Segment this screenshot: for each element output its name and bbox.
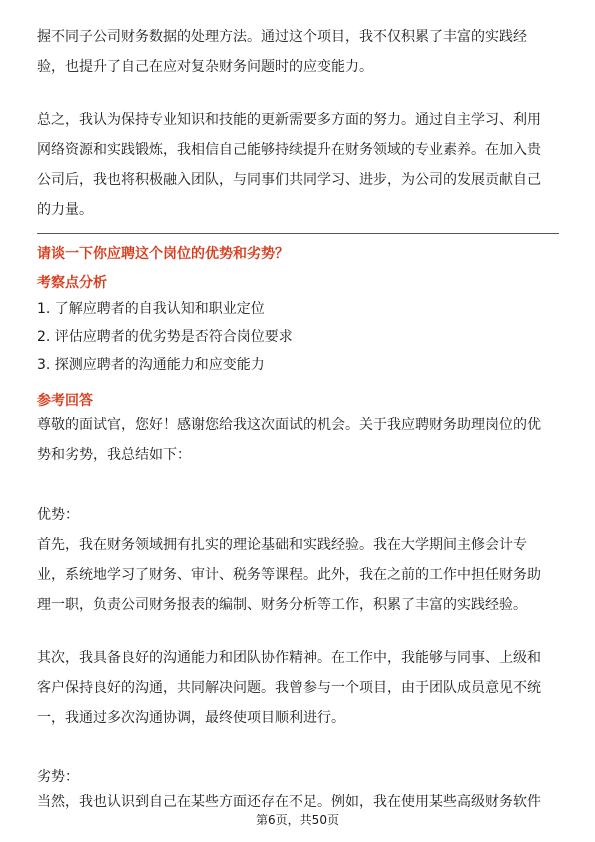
list-item: 2. 评估应聘者的优劣势是否符合岗位要求 <box>37 329 293 345</box>
analysis-list <box>37 295 293 379</box>
list-item: 3. 探测应聘者的沟通能力和应变能力 <box>37 357 265 373</box>
strengths-label: 优势： <box>37 507 79 523</box>
text-line: 网络资源和实践锻炼，我相信自己能够持续提升在财务领域的专业素养。在加入贵 <box>37 142 541 158</box>
text-line: 业，系统地学习了财务、审计、税务等课程。此外，我在之前的工作中担任财务助 <box>37 567 541 583</box>
list-item: 1. 了解应聘者的自我认知和职业定位 <box>37 301 265 317</box>
text-line: 验，也提升了自己在应对复杂财务问题时的应变能力。 <box>37 59 373 75</box>
question-heading: 请谈一下你应聘这个岗位的优势和劣势？ <box>37 246 289 262</box>
answer-intro <box>37 410 559 470</box>
text-line: 总之，我认为保持专业知识和技能的更新需要多方面的努力。通过自主学习、利用 <box>37 112 541 128</box>
page-footer: 第6页，共50页 <box>256 813 339 827</box>
text-line: 客户保持良好的沟通，共同解决问题。我曾参与一个项目，由于团队成员意见不统 <box>37 680 541 696</box>
text-line: 其次，我具备良好的沟通能力和团队协作精神。在工作中，我能够与同事、上级和 <box>37 650 541 666</box>
text-line: 一，我通过多次沟通协调，最终使项目顺利进行。 <box>37 710 345 726</box>
text-line: 首先，我在财务领域拥有扎实的理论基础和实践经验。我在大学期间主修会计专 <box>37 537 527 553</box>
text-line: 势和劣势，我总结如下： <box>37 447 191 463</box>
text-line: 尊敬的面试官，您好！感谢您给我这次面试的机会。关于我应聘财务助理岗位的优 <box>37 417 541 433</box>
analysis-heading: 考察点分析 <box>37 275 107 291</box>
text-line: 的力量。 <box>37 202 93 218</box>
text-line: 当然，我也认识到自己在某些方面还存在不足。例如，我在使用某些高级财务软件 <box>37 794 541 810</box>
section-divider <box>37 233 559 234</box>
answer-heading: 参考回答 <box>37 393 93 409</box>
top-paragraph <box>37 22 559 82</box>
strength-paragraph-1 <box>37 530 559 620</box>
text-line: 公司后，我也将积极融入团队，与同事们共同学习、进步，为公司的发展贡献自己 <box>37 172 541 188</box>
text-line: 握不同子公司财务数据的处理方法。通过这个项目，我不仅积累了丰富的实践经 <box>37 29 527 45</box>
summary-paragraph <box>37 105 559 225</box>
strength-paragraph-2 <box>37 643 559 733</box>
weaknesses-label: 劣势： <box>37 769 79 785</box>
text-line: 理一职，负责公司财务报表的编制、财务分析等工作，积累了丰富的实践经验。 <box>37 597 527 613</box>
